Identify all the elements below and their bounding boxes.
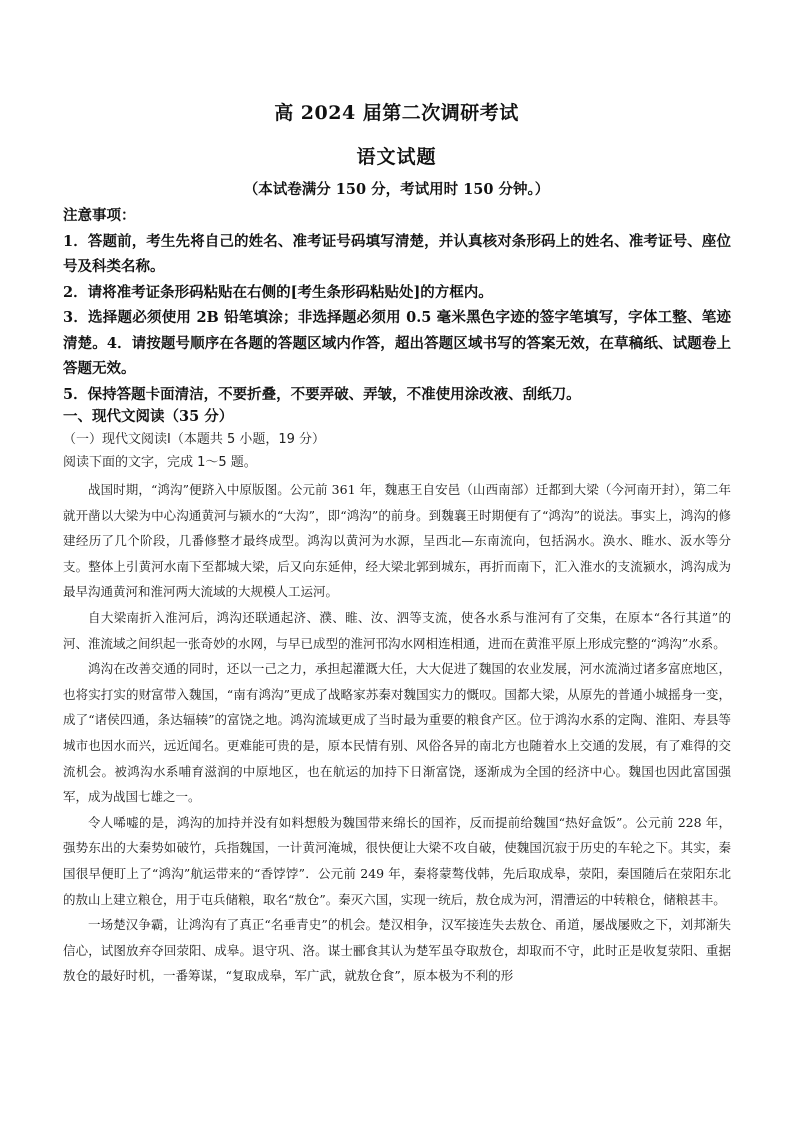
section-heading: 一、现代文阅读（35 分） <box>63 408 234 425</box>
passage-paragraph: 一场楚汉争霸，让鸿沟有了真正“名垂青史”的机会。楚汉相争，汉军接连失去敖仓、甬道，屡战屡败之下，刘邦渐失信心，试图放弃夺回荥阳、成皋。退守巩、洛。谋士郦食其认为楚军虽夺取敖仓，却取而不守，此时正是收复荥阳、重据敖仓的最好时机，一番筹谋，“复取成皋，军广武，就敖仓食”，原本极为不利的形 <box>63 917 731 984</box>
notes-section <box>63 203 731 407</box>
reading-instruction: 阅读下面的文字，完成 1～5 题。 <box>63 455 257 470</box>
note-item: 5．保持答题卡面清洁，不要折叠，不要弄破、弄皱，不准使用涂改液、刮纸刀。 <box>63 385 581 403</box>
note-item: 2．请将准考证条形码粘贴在右侧的[考生条形码粘贴处]的方框内。 <box>63 283 493 301</box>
passage-paragraph: 战国时期，“鸿沟”便跻入中原版图。公元前 361 年，魏惠王自安邑（山西南部）迁都到大梁（今河南开封），第二年就开凿以大梁为中心沟通黄河与颍水的“大沟”，即“鸿沟”的前身。到魏襄王时期便有了“鸿沟”的说法。事实上，鸿沟的修建经历了几个阶段，几番修整才最终成型。鸿沟以黄河为水源，呈西北—东南流向，包括涡水。涣水、睢水、汳水等分支。整体上引黄河水南下至都城大梁，后又向东延伸，经大梁北郭到城东，再折而南下，汇入淮水的支流颍水，鸿沟成为最早沟通黄河和淮河两大流域的大规模人工运河。 <box>63 482 731 600</box>
notes-heading: 注意事项： <box>63 207 136 224</box>
exam-info: （本试卷满分 150 分，考试用时 150 分钟。） <box>243 181 550 198</box>
subsection-heading: （一）现代文阅读Ⅰ（本题共 5 小题，19 分） <box>63 432 326 447</box>
subject-title: 语文试题 <box>356 146 437 168</box>
passage-paragraph: 令人唏嘘的是，鸿沟的加持并没有如料想般为魏国带来绵长的国祚，反而提前给魏国“热好盒饭”。公元前 228 年，强势东出的大秦势如破竹，兵指魏国，一计黄河淹城，很快便让大梁不攻自破，使魏国沉寂于历史的车轮之下。其实，秦国很早便盯上了“鸿沟”航运带来的“香饽饽”．公元前 249 年，秦将蒙骜伐韩，先后取成皋，荥阳，秦国随后在荥阳东北的敖山上建立粮仓，用于屯兵储粮，取名“敖仓”。秦灭六国，实现一统后，敖仓成为河，渭漕运的中转粮仓，储粮甚丰。 <box>63 814 731 907</box>
note-item: 1．答题前，考生先将自己的姓名、准考证号码填写清楚，并认真核对条形码上的姓名、准考证号、座位号及科类名称。 <box>63 232 731 275</box>
reading-passage <box>63 477 731 989</box>
note-item: 3．选择题必须使用 2B 铅笔填涂；非选择题必须用 0.5 毫米黑色字迹的签字笔填写，字体工整、笔迹清楚。4．请按题号顺序在各题的答题区域内作答，超出答题区域书写的答案无效，在草稿纸、试题卷上答题无效。 <box>63 309 731 377</box>
passage-paragraph: 鸿沟在改善交通的同时，还以一己之力，承担起灌溉大任，大大促进了魏国的农业发展，河水流淌过诸多富庶地区，也将实打实的财富带入魏国，“南有鸿沟”更成了战略家苏秦对魏国实力的慨叹。国都大梁，从原先的普通小城摇身一变，成了“诸侯四通，条达辐辏”的富饶之地。鸿沟流域更成了当时最为重要的粮食产区。位于鸿沟水系的定陶、淮阳、寿县等城市也因水而兴，远近闻名。更难能可贵的是，原本民情有别、风俗各异的南北方也随着水上交通的发展，有了难得的交流机会。被鸿沟水系哺育滋润的中原地区，也在航运的加持下日渐富饶，逐渐成为全国的经济中心。魏国也因此富国强军，成为战国七雄之一。 <box>63 661 731 805</box>
passage-paragraph: 自大梁南折入淮河后，鸿沟还联通起济、濮、睢、汝、泗等支流，使各水系与淮河有了交集，在原本“各行其道”的河、淮流域之间织起一张奇妙的水网，与早已成型的淮河邗沟水网相连相通，进而在黄淮平原上形成完整的“鸿沟”水系。 <box>63 609 731 651</box>
exam-title: 高 2024 届第二次调研考试 <box>274 102 519 124</box>
